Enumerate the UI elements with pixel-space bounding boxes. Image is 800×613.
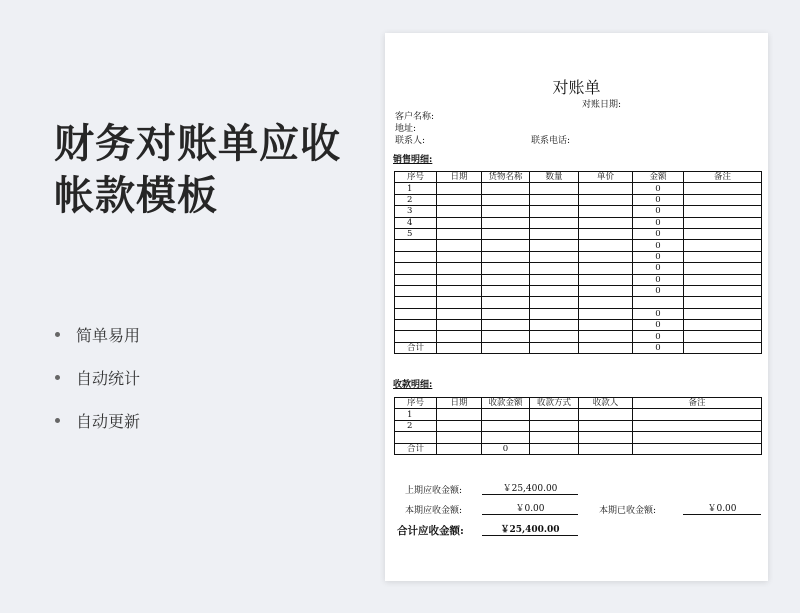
table-row xyxy=(395,228,762,239)
feature-label: 自动统计 xyxy=(76,369,141,388)
bullet-icon xyxy=(55,332,60,337)
table-cell xyxy=(530,342,579,353)
table-cell xyxy=(530,297,579,308)
bullet-icon xyxy=(55,375,60,380)
table-cell: 5 xyxy=(395,228,437,239)
table-cell xyxy=(482,206,530,217)
table-cell xyxy=(684,194,762,205)
hero-title xyxy=(54,118,364,222)
table-cell xyxy=(684,285,762,296)
table-header-row xyxy=(395,398,762,409)
table-cell xyxy=(482,183,530,194)
table-cell xyxy=(684,320,762,331)
table-cell: 3 xyxy=(395,206,437,217)
table-cell xyxy=(437,308,482,319)
table-cell xyxy=(395,263,437,274)
address-label: 地址: xyxy=(395,124,417,134)
receipt-table xyxy=(394,397,762,455)
table-cell xyxy=(684,183,762,194)
table-cell xyxy=(437,194,482,205)
table-cell xyxy=(437,206,482,217)
column-header: 收款人 xyxy=(579,398,633,409)
table-cell xyxy=(579,263,633,274)
table-cell xyxy=(684,240,762,251)
table-cell xyxy=(684,331,762,342)
table-cell xyxy=(395,285,437,296)
table-cell xyxy=(684,206,762,217)
table-cell: 4 xyxy=(395,217,437,228)
table-cell xyxy=(530,228,579,239)
table-cell xyxy=(395,432,437,443)
current-received-label: 本期已收金额: xyxy=(599,506,657,516)
prev-receivable-label: 上期应收金额: xyxy=(405,486,463,496)
table-cell xyxy=(579,409,633,420)
table-cell xyxy=(437,331,482,342)
column-header: 收款金额 xyxy=(482,398,530,409)
hero-title-line2: 帐款模板 xyxy=(54,173,218,219)
table-cell xyxy=(579,285,633,296)
column-header: 日期 xyxy=(437,172,482,183)
table-cell: 2 xyxy=(395,194,437,205)
document-title: 对账单 xyxy=(552,78,601,97)
table-cell xyxy=(395,251,437,262)
table-cell xyxy=(482,285,530,296)
table-cell xyxy=(530,263,579,274)
table-cell xyxy=(482,194,530,205)
total-row xyxy=(395,342,762,353)
table-cell: 0 xyxy=(633,331,684,342)
table-cell xyxy=(395,308,437,319)
table-cell xyxy=(437,217,482,228)
table-cell xyxy=(530,183,579,194)
feature-item xyxy=(55,313,140,356)
table-cell xyxy=(684,297,762,308)
table-cell: 0 xyxy=(633,308,684,319)
table-cell xyxy=(395,274,437,285)
table-cell xyxy=(579,240,633,251)
table-cell xyxy=(395,331,437,342)
column-header: 数量 xyxy=(530,172,579,183)
table-cell xyxy=(684,342,762,353)
table-cell xyxy=(579,194,633,205)
table-cell xyxy=(482,297,530,308)
table-row xyxy=(395,409,762,420)
table-cell xyxy=(437,263,482,274)
table-cell xyxy=(633,420,762,431)
table-cell xyxy=(530,308,579,319)
table-cell: 0 xyxy=(633,274,684,285)
table-cell xyxy=(579,331,633,342)
table-cell xyxy=(530,443,579,454)
table-row xyxy=(395,274,762,285)
table-cell xyxy=(530,206,579,217)
table-cell xyxy=(437,420,482,431)
table-row xyxy=(395,420,762,431)
table-cell xyxy=(437,432,482,443)
table-cell xyxy=(579,420,633,431)
feature-item xyxy=(55,399,140,442)
table-cell xyxy=(530,331,579,342)
feature-label: 简单易用 xyxy=(76,326,141,345)
table-cell xyxy=(482,217,530,228)
table-cell: 2 xyxy=(395,420,437,431)
table-cell: 0 xyxy=(633,206,684,217)
table-row xyxy=(395,297,762,308)
phone-label: 联系电话: xyxy=(531,136,571,146)
table-cell xyxy=(530,285,579,296)
table-row xyxy=(395,251,762,262)
current-receivable-value: ￥0.00 xyxy=(482,501,578,515)
table-cell xyxy=(579,297,633,308)
table-cell xyxy=(482,263,530,274)
column-header: 备注 xyxy=(633,398,762,409)
table-cell xyxy=(684,263,762,274)
table-cell xyxy=(633,432,762,443)
total-row xyxy=(395,443,762,454)
total-receivable-value: ￥25,400.00 xyxy=(482,522,578,536)
column-header: 备注 xyxy=(684,172,762,183)
current-receivable-label: 本期应收金额: xyxy=(405,506,463,516)
table-cell: 0 xyxy=(633,285,684,296)
current-received-value: ￥0.00 xyxy=(683,501,761,515)
table-cell: 0 xyxy=(633,320,684,331)
statement-document xyxy=(385,33,768,581)
table-cell xyxy=(579,320,633,331)
table-cell xyxy=(633,297,684,308)
date-label: 对账日期: xyxy=(582,100,622,110)
table-cell xyxy=(437,443,482,454)
table-row xyxy=(395,263,762,274)
table-cell: 0 xyxy=(633,251,684,262)
table-cell xyxy=(579,206,633,217)
table-cell xyxy=(482,331,530,342)
table-cell xyxy=(395,320,437,331)
table-cell xyxy=(437,297,482,308)
table-cell xyxy=(579,228,633,239)
table-cell xyxy=(684,308,762,319)
table-row xyxy=(395,240,762,251)
column-header: 收款方式 xyxy=(530,398,579,409)
table-cell xyxy=(684,217,762,228)
column-header: 金额 xyxy=(633,172,684,183)
table-header-row xyxy=(395,172,762,183)
table-row xyxy=(395,308,762,319)
table-row xyxy=(395,331,762,342)
table-cell xyxy=(579,308,633,319)
table-cell xyxy=(579,183,633,194)
contact-label: 联系人: xyxy=(395,136,426,146)
table-cell xyxy=(482,240,530,251)
hero-title-line1: 财务对账单应收 xyxy=(54,121,341,167)
table-cell: 0 xyxy=(633,263,684,274)
table-cell: 0 xyxy=(633,217,684,228)
table-cell xyxy=(437,285,482,296)
table-cell xyxy=(530,432,579,443)
prev-receivable-value: ￥25,400.00 xyxy=(482,481,578,495)
feature-list xyxy=(55,313,140,442)
column-header: 日期 xyxy=(437,398,482,409)
table-cell xyxy=(579,217,633,228)
table-cell xyxy=(633,443,762,454)
table-cell xyxy=(579,432,633,443)
table-cell xyxy=(633,409,762,420)
table-cell xyxy=(437,183,482,194)
table-cell xyxy=(482,409,530,420)
table-cell xyxy=(530,217,579,228)
column-header: 货物名称 xyxy=(482,172,530,183)
table-cell xyxy=(437,320,482,331)
table-cell xyxy=(437,409,482,420)
table-row xyxy=(395,320,762,331)
table-cell xyxy=(437,228,482,239)
table-row xyxy=(395,206,762,217)
table-cell xyxy=(684,274,762,285)
table-cell xyxy=(530,194,579,205)
table-cell: 1 xyxy=(395,409,437,420)
total-label: 合计 xyxy=(395,443,437,454)
table-row xyxy=(395,183,762,194)
sales-table xyxy=(394,171,762,354)
table-cell xyxy=(482,308,530,319)
table-cell xyxy=(579,443,633,454)
table-cell xyxy=(437,342,482,353)
table-cell: 0 xyxy=(633,240,684,251)
sales-section-label: 销售明细: xyxy=(393,155,433,165)
total-receivable-label: 合计应收金额: xyxy=(397,525,464,537)
table-row xyxy=(395,432,762,443)
table-cell: 1 xyxy=(395,183,437,194)
table-cell: 0 xyxy=(633,228,684,239)
table-cell xyxy=(437,240,482,251)
table-cell xyxy=(530,320,579,331)
table-cell xyxy=(482,251,530,262)
table-row xyxy=(395,217,762,228)
table-cell xyxy=(684,228,762,239)
table-cell xyxy=(530,274,579,285)
table-cell xyxy=(482,320,530,331)
table-cell xyxy=(395,297,437,308)
table-cell xyxy=(579,251,633,262)
table-cell xyxy=(530,420,579,431)
table-cell xyxy=(482,228,530,239)
table-cell xyxy=(530,240,579,251)
bullet-icon xyxy=(55,418,60,423)
table-cell xyxy=(482,420,530,431)
table-row xyxy=(395,194,762,205)
column-header: 序号 xyxy=(395,398,437,409)
table-cell xyxy=(437,274,482,285)
table-cell xyxy=(482,432,530,443)
table-cell xyxy=(437,251,482,262)
table-row xyxy=(395,285,762,296)
column-header: 单价 xyxy=(579,172,633,183)
table-cell: 0 xyxy=(633,183,684,194)
table-cell xyxy=(482,274,530,285)
column-header: 序号 xyxy=(395,172,437,183)
feature-label: 自动更新 xyxy=(76,412,141,431)
customer-label: 客户名称: xyxy=(395,112,435,122)
receipt-section-label: 收款明细: xyxy=(393,380,433,390)
table-cell xyxy=(530,251,579,262)
table-cell xyxy=(482,342,530,353)
table-cell xyxy=(530,409,579,420)
total-label: 合计 xyxy=(395,342,437,353)
table-cell xyxy=(579,274,633,285)
feature-item xyxy=(55,356,140,399)
table-cell xyxy=(395,240,437,251)
receipt-total-value: 0 xyxy=(482,443,530,454)
table-cell xyxy=(684,251,762,262)
sales-total-value: 0 xyxy=(633,342,684,353)
table-cell xyxy=(579,342,633,353)
table-cell: 0 xyxy=(633,194,684,205)
